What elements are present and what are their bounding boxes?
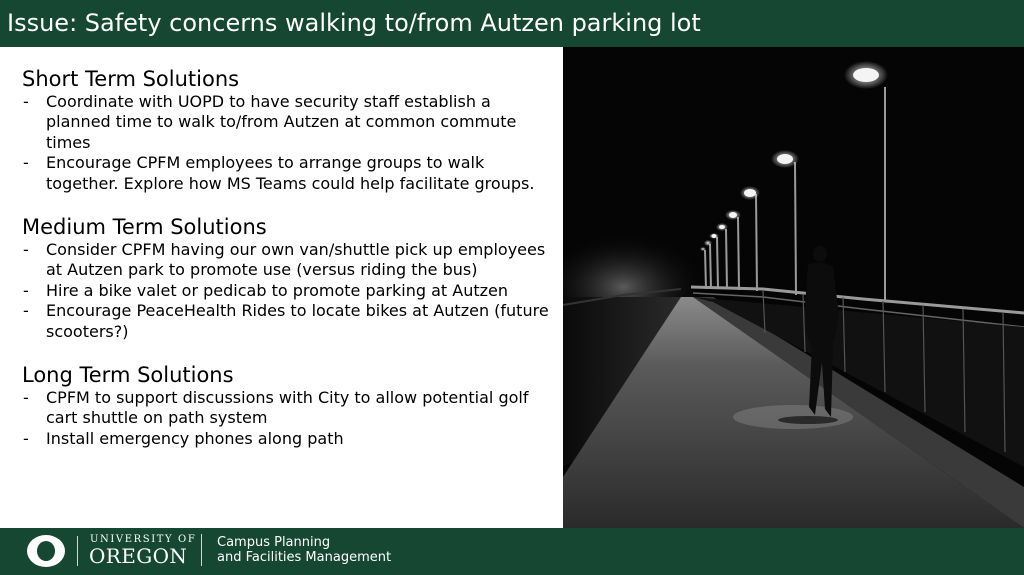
bullet-list — [22, 240, 557, 342]
section-heading: Short Term Solutions — [22, 67, 240, 91]
bullet-item: - Install emergency phones along path — [23, 428, 344, 448]
department-name-line2: and Facilities Management — [217, 550, 392, 565]
night-walkway-photo — [563, 47, 1024, 528]
bullet-list — [22, 388, 557, 449]
solutions-content — [22, 66, 557, 469]
bullet-item: - CPFM to support discussions with City to allow potential golf cart shuttle on path system — [23, 388, 529, 428]
department-name-line1: Campus Planning — [217, 535, 331, 550]
title-bar — [0, 0, 1024, 47]
section-heading: Medium Term Solutions — [22, 215, 267, 240]
short-term-section — [22, 66, 557, 194]
walkway-illustration — [563, 47, 1024, 528]
bullet-marker: - — [23, 428, 29, 448]
bullet-item: - Hire a bike valet or pedicab to promote parking at Autzen — [23, 280, 509, 300]
bullet-item: - Consider CPFM having our own van/shuttle pick up employees at Autzen park to promote use (versus riding the bus) — [23, 240, 546, 280]
department-divider — [201, 534, 202, 566]
bullet-marker: - — [23, 153, 29, 173]
long-term-section — [22, 362, 557, 449]
uo-o-logo-icon — [25, 533, 67, 569]
bullet-marker: - — [23, 280, 29, 300]
bullet-marker: - — [23, 388, 29, 408]
bullet-item: - Encourage PeaceHealth Rides to locate bikes at Autzen (future scooters?) — [23, 301, 549, 341]
bullet-item: - Coordinate with UOPD to have security staff establish a planned time to walk to/from Autzen at common commute times — [23, 92, 517, 152]
oregon-wordmark: OREGON — [89, 544, 188, 568]
bullet-list — [22, 92, 557, 194]
logo-divider — [77, 536, 78, 566]
footer-bar — [0, 528, 1024, 575]
bullet-marker: - — [23, 92, 29, 111]
bullet-marker: - — [23, 301, 29, 321]
bullet-item: - Encourage CPFM employees to arrange groups to walk together. Explore how MS Teams could help facilitate groups. — [23, 153, 535, 193]
university-of-label: UNIVERSITY OF — [90, 534, 197, 545]
bullet-marker: - — [23, 240, 29, 260]
medium-term-section — [22, 214, 557, 342]
section-heading: Long Term Solutions — [22, 363, 234, 388]
slide-title: Issue: Safety concerns walking to/from Autzen parking lot — [7, 9, 701, 37]
